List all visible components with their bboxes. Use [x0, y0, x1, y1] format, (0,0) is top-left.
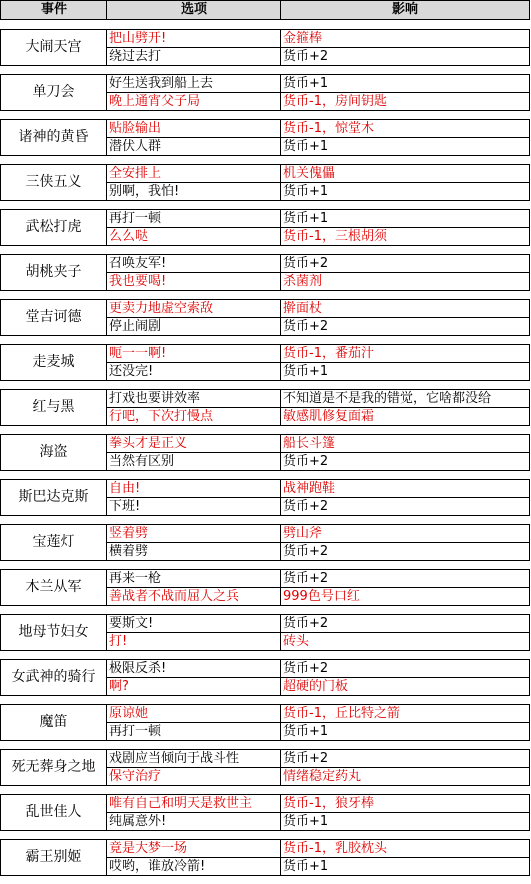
table-row: [0, 29, 530, 66]
effect-1-cell: 擀面杖: [280, 299, 530, 318]
table-row: [0, 164, 530, 201]
table-row: [0, 794, 530, 831]
option-1-cell: 全安排上: [106, 164, 281, 183]
effect-1-cell: 货币+2: [280, 254, 530, 273]
option-2-cell: 哎哟，谁放冷箭!: [106, 857, 281, 876]
effect-2-cell: 杀菌剂: [280, 272, 530, 291]
header-option: 选项: [106, 1, 281, 19]
event-name-cell: 地母节妇女: [0, 614, 107, 651]
table-row: [0, 74, 530, 111]
effect-2-cell: 货币+1: [280, 137, 530, 156]
effect-1-cell: 货币-1，丘比特之箭: [280, 704, 530, 723]
effect-1-cell: 战神跑鞋: [280, 479, 530, 498]
option-1-cell: 要斯文!: [106, 614, 281, 633]
option-1-cell: 打戏也要讲效率: [106, 389, 281, 408]
table-row: [0, 704, 530, 741]
option-1-cell: 再打一顿: [106, 209, 281, 228]
effect-2-cell: 货币+2: [280, 317, 530, 336]
option-1-cell: 再来一枪: [106, 569, 281, 588]
effect-2-cell: 情绪稳定药丸: [280, 767, 530, 786]
effect-2-cell: 货币+1: [280, 812, 530, 831]
event-name-cell: 海盗: [0, 434, 107, 471]
event-name-cell: 斯巴达克斯: [0, 479, 107, 516]
event-name-cell: 三侠五义: [0, 164, 107, 201]
table-row: [0, 119, 530, 156]
effect-2-cell: 敏感肌修复面霜: [280, 407, 530, 426]
option-2-cell: 别啊，我怕!: [106, 182, 281, 201]
effect-2-cell: 砖头: [280, 632, 530, 651]
option-2-cell: 潜伏人群: [106, 137, 281, 156]
option-2-cell: 我也要喝!: [106, 272, 281, 291]
event-name-cell: 霸王别姬: [0, 839, 107, 876]
option-1-cell: 原谅她: [106, 704, 281, 723]
table-row: [0, 479, 530, 516]
table-row: [0, 344, 530, 381]
option-2-cell: 绕过去打: [106, 47, 281, 66]
table-row: [0, 389, 530, 426]
effect-1-cell: 货币-1，惊堂木: [280, 119, 530, 138]
table-row: [0, 299, 530, 336]
event-name-cell: 魔笛: [0, 704, 107, 741]
effect-1-cell: 船长斗篷: [280, 434, 530, 453]
event-name-cell: 诸神的黄昏: [0, 119, 107, 156]
option-2-cell: 横着劈: [106, 542, 281, 561]
effect-2-cell: 货币-1，三根胡须: [280, 227, 530, 246]
effect-1-cell: 劈山斧: [280, 524, 530, 543]
effect-2-cell: 货币+1: [280, 362, 530, 381]
option-1-cell: 把山劈开!: [106, 29, 281, 48]
option-2-cell: 打!: [106, 632, 281, 651]
table-row: [0, 614, 530, 651]
event-name-cell: 走麦城: [0, 344, 107, 381]
effect-1-cell: 不知道是不是我的错觉，它啥都没给: [280, 389, 530, 408]
option-2-cell: 当然有区别: [106, 452, 281, 471]
option-2-cell: 再打一顿: [106, 722, 281, 741]
option-2-cell: 晚上通宵父子局: [106, 92, 281, 111]
event-name-cell: 堂吉诃德: [0, 299, 107, 336]
event-name-cell: 宝莲灯: [0, 524, 107, 561]
effect-2-cell: 货币+2: [280, 452, 530, 471]
effect-1-cell: 机关傀儡: [280, 164, 530, 183]
option-2-cell: 下班!: [106, 497, 281, 516]
effect-2-cell: 货币+2: [280, 47, 530, 66]
event-name-cell: 红与黑: [0, 389, 107, 426]
effect-1-cell: 货币-1，乳胶枕头: [280, 839, 530, 858]
effect-2-cell: 货币+2: [280, 542, 530, 561]
table-row: [0, 209, 530, 246]
option-1-cell: 更卖力地虚空索敌: [106, 299, 281, 318]
effect-2-cell: 货币+1: [280, 722, 530, 741]
effect-1-cell: 货币-1，番茄汁: [280, 344, 530, 363]
option-1-cell: 戏剧应当倾向于战斗性: [106, 749, 281, 768]
effect-1-cell: 货币+2: [280, 569, 530, 588]
table-row: [0, 254, 530, 291]
table-row: [0, 569, 530, 606]
option-1-cell: 竟是大梦一场: [106, 839, 281, 858]
effect-2-cell: 超硬的门板: [280, 677, 530, 696]
effect-2-cell: 货币-1，房间钥匙: [280, 92, 530, 111]
option-1-cell: 竖着劈: [106, 524, 281, 543]
effect-1-cell: 货币+2: [280, 659, 530, 678]
option-2-cell: 善战者不战而屈人之兵: [106, 587, 281, 606]
effect-2-cell: 货币+2: [280, 497, 530, 516]
effect-2-cell: 货币+1: [280, 182, 530, 201]
option-2-cell: 啊?: [106, 677, 281, 696]
option-2-cell: 停止闹剧: [106, 317, 281, 336]
table-row: [0, 839, 530, 876]
event-name-cell: 大闹天宫: [0, 29, 107, 66]
option-1-cell: 好生送我到船上去: [106, 74, 281, 93]
effect-2-cell: 999色号口红: [280, 587, 530, 606]
table-row: [0, 659, 530, 696]
effect-1-cell: 货币-1，狼牙棒: [280, 794, 530, 813]
option-1-cell: 极限反杀!: [106, 659, 281, 678]
table-header: [0, 0, 530, 20]
option-2-cell: 么么哒: [106, 227, 281, 246]
table-row: [0, 749, 530, 786]
event-name-cell: 木兰从军: [0, 569, 107, 606]
event-name-cell: 单刀会: [0, 74, 107, 111]
option-2-cell: 还没完!: [106, 362, 281, 381]
effect-2-cell: 货币+1: [280, 857, 530, 876]
table-row: [0, 434, 530, 471]
option-1-cell: 自由!: [106, 479, 281, 498]
option-1-cell: 拳头才是正义: [106, 434, 281, 453]
event-name-cell: 胡桃夹子: [0, 254, 107, 291]
header-effect: 影响: [280, 1, 530, 19]
option-2-cell: 行吧，下次打慢点: [106, 407, 281, 426]
header-event: 事件: [0, 1, 107, 19]
event-name-cell: 武松打虎: [0, 209, 107, 246]
event-name-cell: 乱世佳人: [0, 794, 107, 831]
effect-1-cell: 货币+1: [280, 74, 530, 93]
event-name-cell: 女武神的骑行: [0, 659, 107, 696]
option-1-cell: 唯有自己和明天是救世主: [106, 794, 281, 813]
effect-1-cell: 货币+1: [280, 209, 530, 228]
effect-1-cell: 货币+2: [280, 749, 530, 768]
effect-1-cell: 货币+2: [280, 614, 530, 633]
option-1-cell: 召唤友军!: [106, 254, 281, 273]
table-row: [0, 524, 530, 561]
option-2-cell: 保守治疗: [106, 767, 281, 786]
event-name-cell: 死无葬身之地: [0, 749, 107, 786]
option-2-cell: 纯属意外!: [106, 812, 281, 831]
option-1-cell: 贴脸输出: [106, 119, 281, 138]
effect-1-cell: 金箍棒: [280, 29, 530, 48]
option-1-cell: 呃一一啊!: [106, 344, 281, 363]
